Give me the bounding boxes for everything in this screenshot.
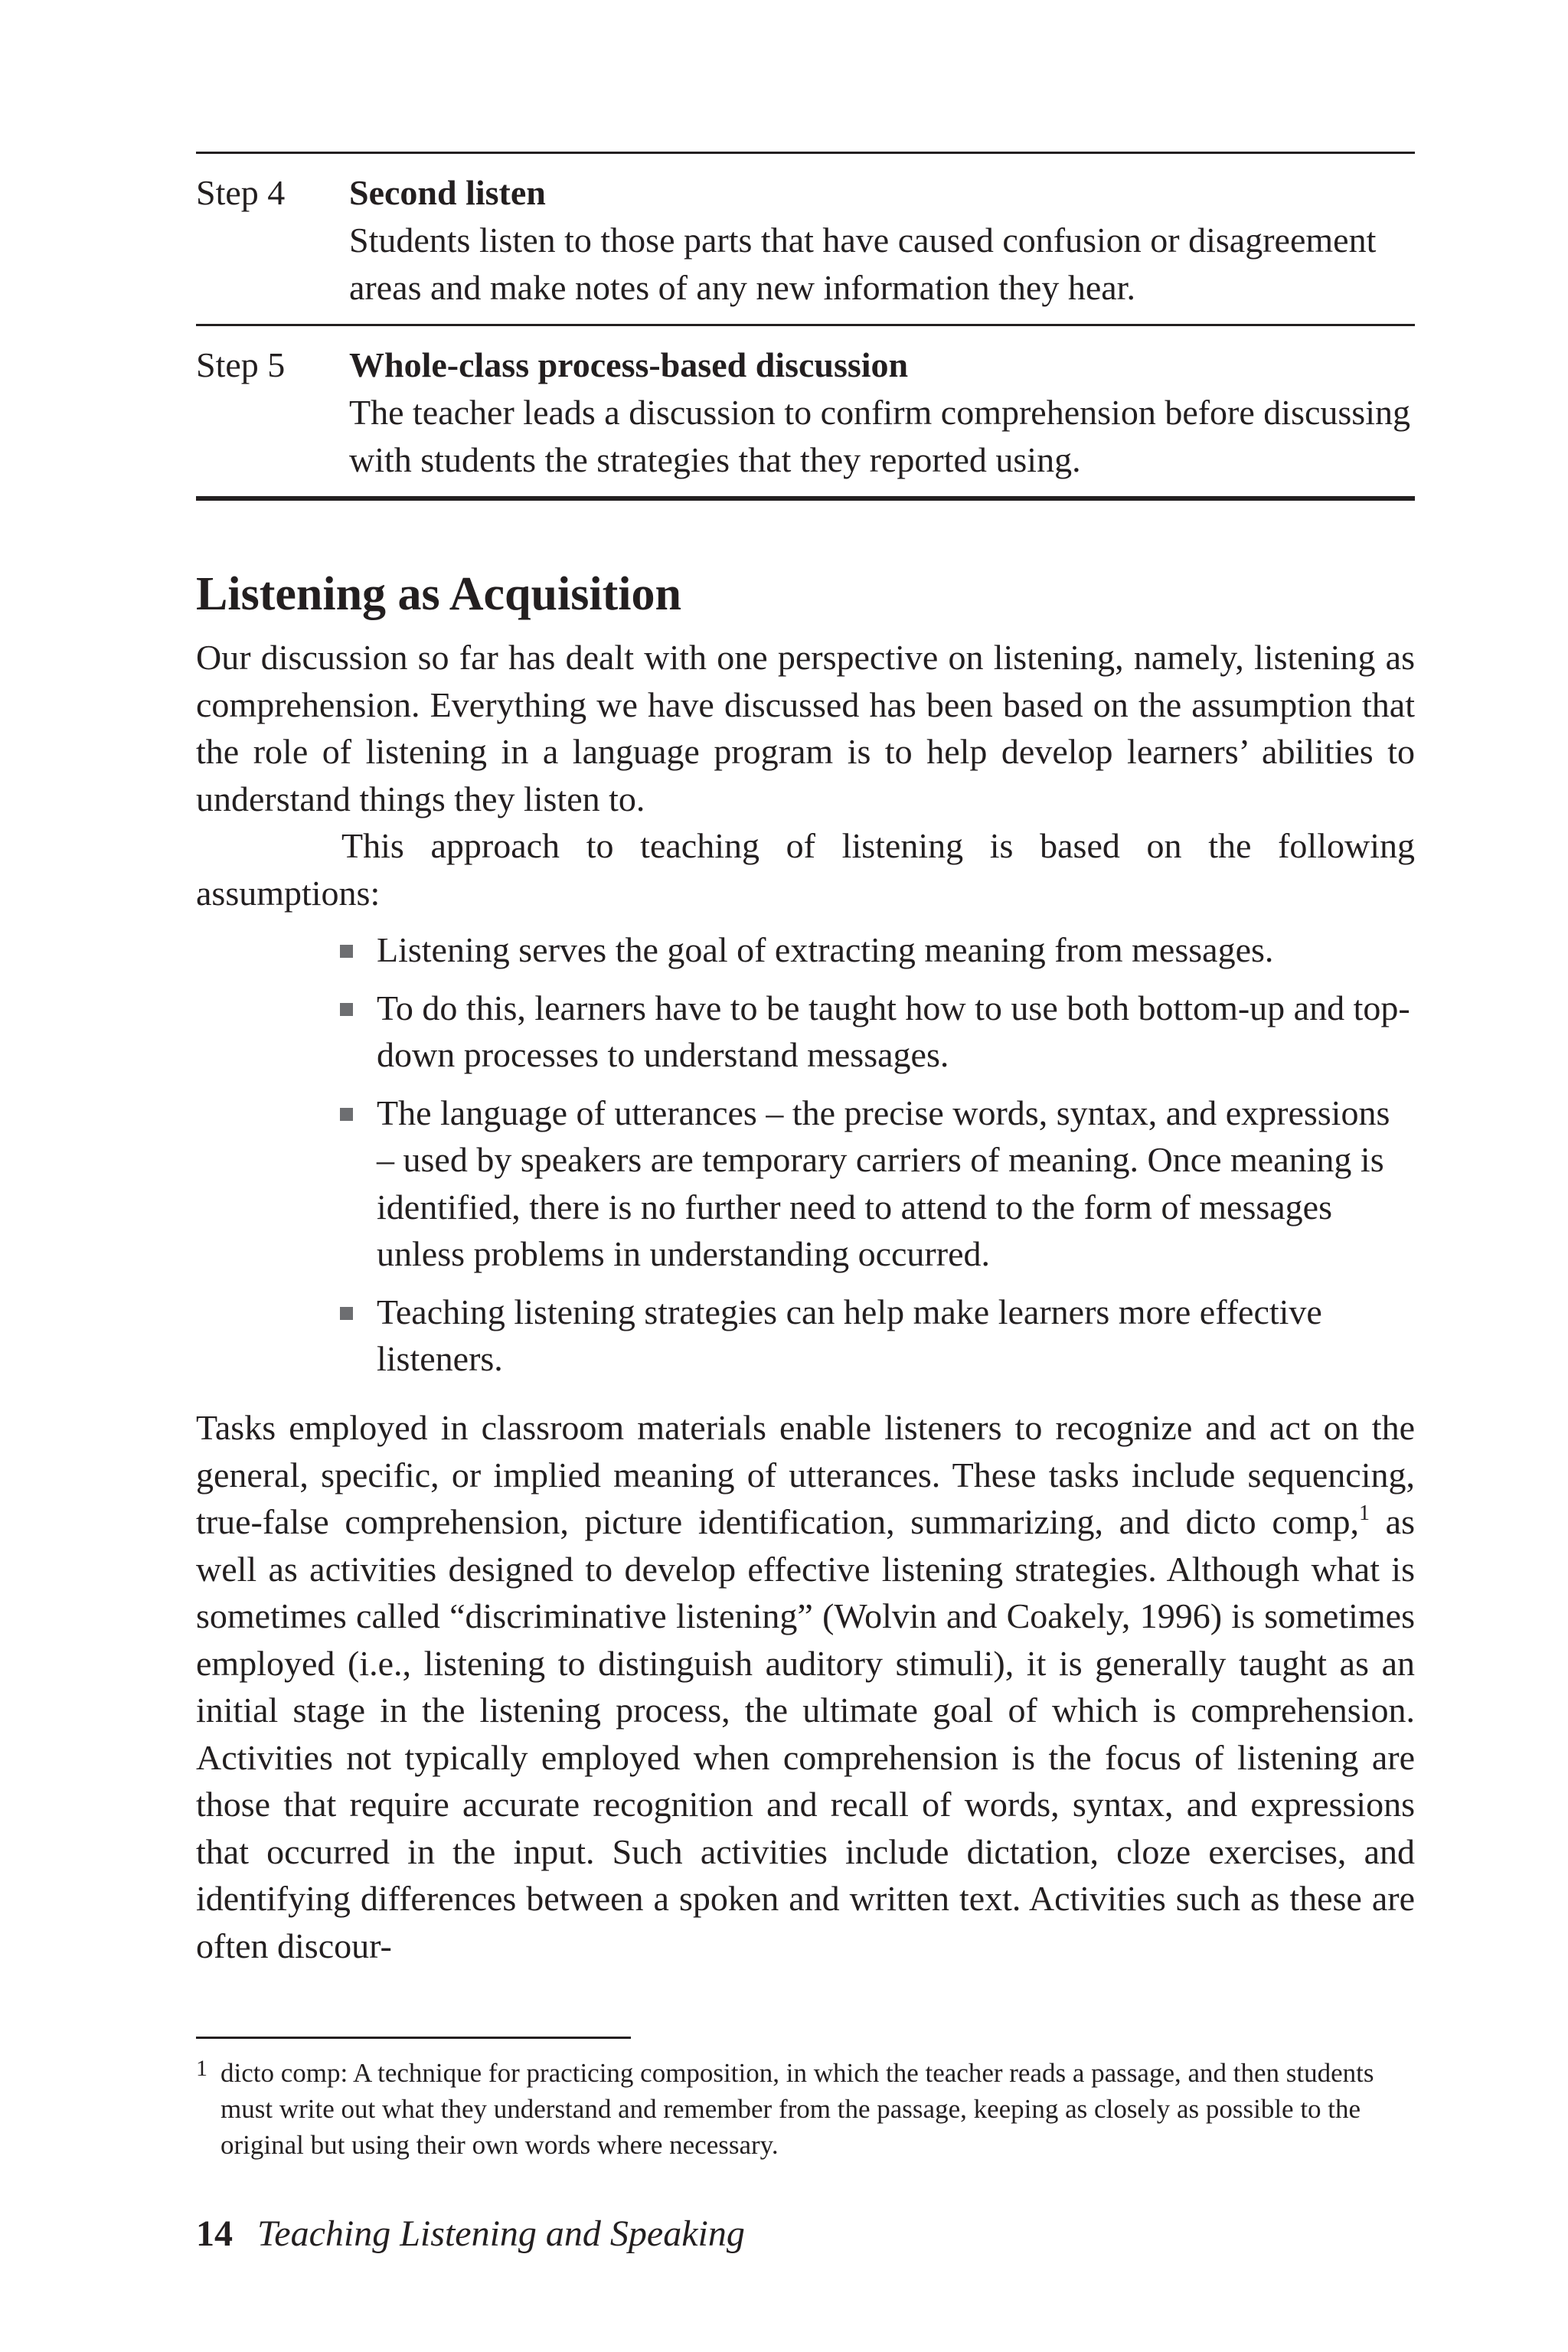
footnote-reference[interactable]: 1 <box>1359 1501 1370 1525</box>
square-bullet-icon <box>340 1108 353 1121</box>
list-item <box>338 1289 1415 1383</box>
step-description: Students listen to those parts that have caused confusion or disagreement areas and make notes of any new information they hear. <box>349 220 1377 307</box>
step-body <box>349 341 1415 484</box>
page-number: 14 <box>196 2213 233 2254</box>
square-bullet-icon <box>340 945 353 958</box>
paragraph-text: as well as activities designed to develop effective listening strategies. Although what is sometimes called “discriminative listening” (Wolvin and Coakely, 1996) is sometimes employed (i.e., listening to distinguish auditory stimuli), it is generally taught as an initial stage in the listening process, the ultimate goal of which is comprehension. Activities not typically employed when comprehension is the focus of listening are those that require accurate recognition and recall of words, syntax, and expressions that occurred in the input. Such activities include dictation, cloze exercises, and identifying differences between a spoken and written text. Activities such as these are often discour- <box>196 1502 1415 1965</box>
step-row-4 <box>196 154 1415 324</box>
running-footer <box>196 2211 745 2257</box>
assumptions-list <box>338 926 1415 1393</box>
paragraph-tasks <box>196 1404 1415 1969</box>
list-item <box>338 1089 1415 1278</box>
step-label: Step 4 <box>196 173 286 212</box>
section-heading: Listening as Acquisition <box>196 568 681 620</box>
square-bullet-icon <box>340 1003 353 1016</box>
footnote-rule <box>196 2037 631 2039</box>
step-row-5 <box>196 326 1415 496</box>
footnote-marker: 1 <box>196 2056 207 2081</box>
footnote-text: dicto comp: A technique for practicing composition, in which the teacher reads a passage, and then students must write out what they understand and remember from the passage, keeping as closely as possible to the original but using their own words where necessary. <box>220 2058 1374 2160</box>
footnote <box>196 2055 1415 2163</box>
list-item <box>338 985 1415 1079</box>
paragraph-text: Tasks employed in classroom materials enable listeners to recognize and act on the general, specific, or implied meaning of utterances. These tasks include sequencing, true-false comprehension, picture identification, summarizing, and dicto comp, <box>196 1408 1415 1541</box>
steps-table <box>196 152 1415 501</box>
list-item-text: Teaching listening strategies can help make learners more effective listeners. <box>377 1292 1322 1378</box>
step-title: Whole-class process-based discussion <box>349 345 909 384</box>
step-description: The teacher leads a discussion to confirm comprehension before discussing with students the strategies that they reported using. <box>349 393 1410 479</box>
list-item-text: Listening serves the goal of extracting meaning from messages. <box>377 930 1274 969</box>
step-title: Second listen <box>349 173 546 212</box>
list-item <box>338 926 1415 974</box>
step-label: Step 5 <box>196 345 286 384</box>
paragraph-intro: Our discussion so far has dealt with one perspective on listening, namely, listening as comprehension. Everything we have discussed has been based on the assumption that the role of listening in a language program is to help develop learners’ abilities to understand things they listen to. <box>196 638 1415 818</box>
step-body <box>349 169 1415 312</box>
book-title: Teaching Listening and Speaking <box>257 2213 745 2254</box>
square-bullet-icon <box>340 1307 353 1320</box>
list-item-text: To do this, learners have to be taught how to use both bottom-up and top-down processes to understand messages. <box>377 988 1410 1074</box>
list-item-text: The language of utterances – the precise words, syntax, and expressions – used by speakers are temporary carriers of meaning. Once meaning is identified, there is no further need to attend to the form of messages unless problems in understanding occurred. <box>377 1093 1390 1273</box>
table-bottom-rule <box>196 496 1415 501</box>
paragraph-assumptions: This approach to teaching of listening is based on the following assumptions: <box>196 826 1415 913</box>
